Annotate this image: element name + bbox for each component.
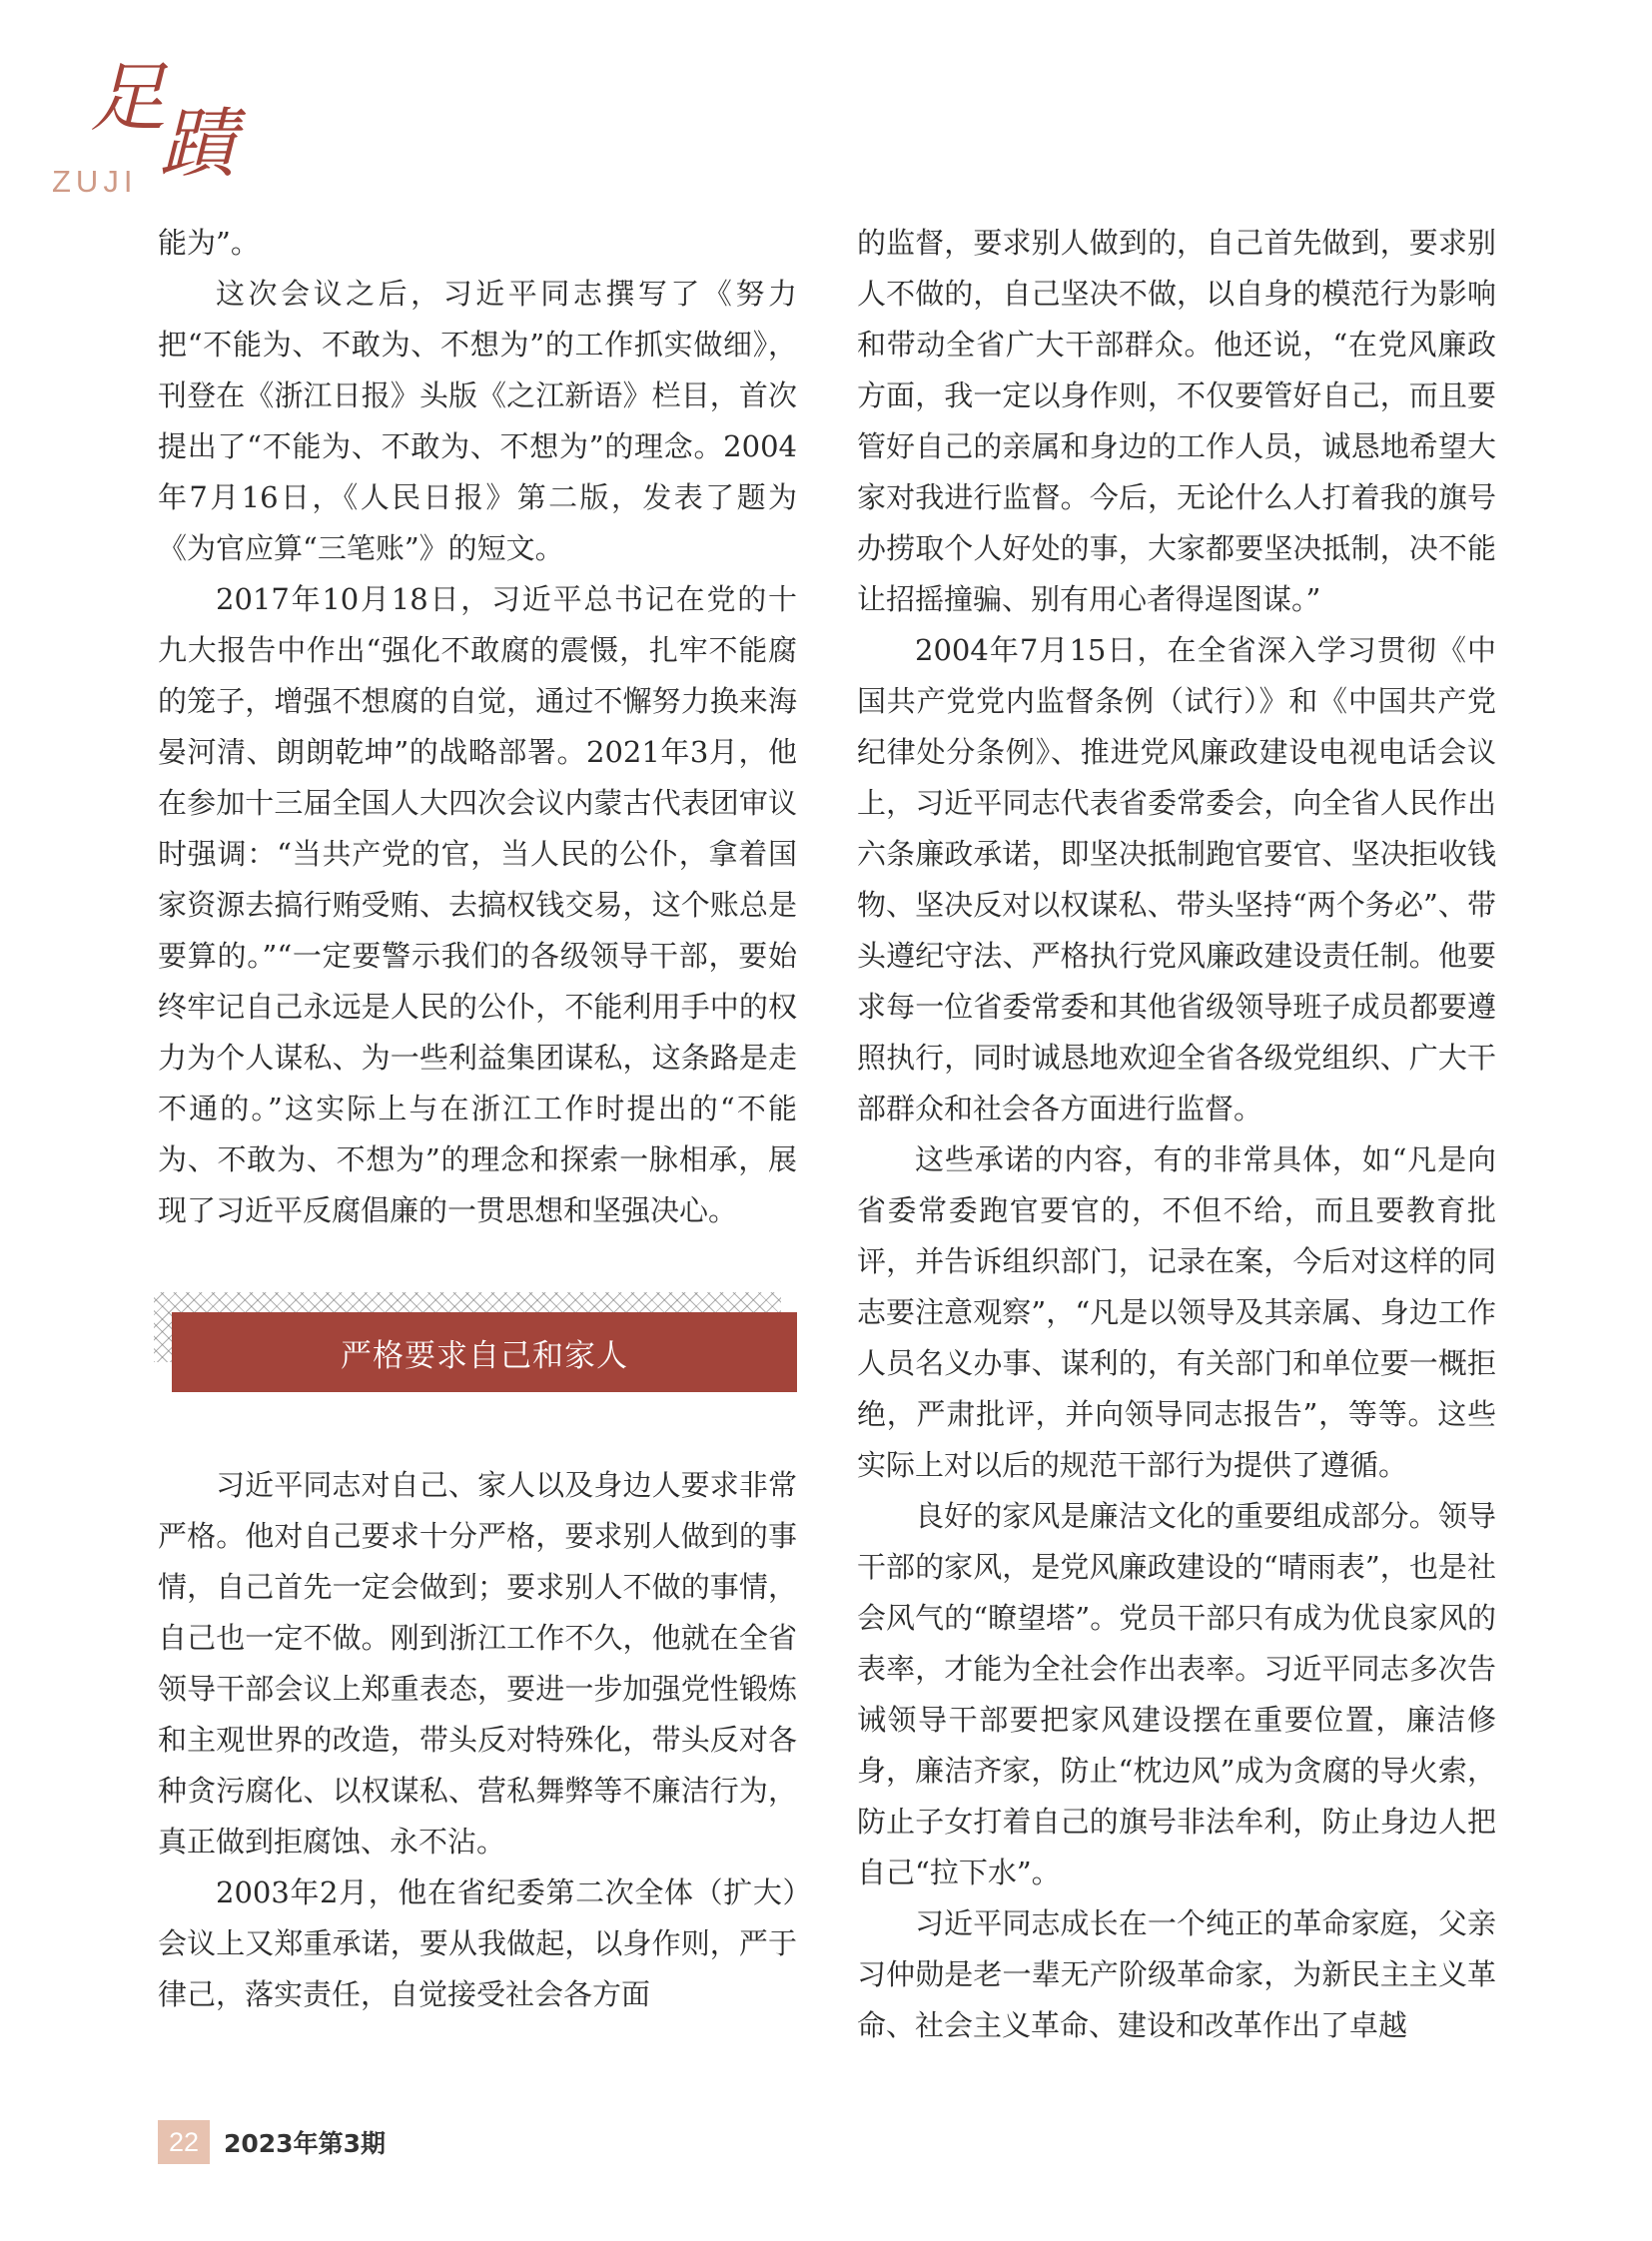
paragraph: 2003年2月，他在省纪委第二次全体（扩大）会议上又郑重承诺，要从我做起，以身作则，严于律己，落实责任，自觉接受社会各方面 [158,1875,797,2011]
logo-latin-text: ZUJI [52,164,138,199]
left-paragraphs-before [158,218,797,1236]
paragraph: 习近平同志成长在一个纯正的革命家庭，父亲习仲勋是老一辈无产阶级革命家，为新民主主义革命、社会主义革命、建设和改革作出了卓越 [857,1906,1496,2042]
paragraph: 2004年7月15日，在全省深入学习贯彻《中国共产党党内监督条例（试行）》和《中国共产党纪律处分条例》、推进党风廉政建设电视电话会议上，习近平同志代表省委常委会，向全省人民作出六条廉政承诺，即坚决抵制跑官要官、坚决拒收钱物、坚决反对以权谋私、带头坚持“两个务必”、带头遵纪守法、严格执行党风廉政建设责任制。他要求每一位省委常委和其他省级领导班子成员都要遵照执行，同时诚恳地欢迎全省各级党组织、广大干部群众和社会各方面进行监督。 [857,633,1496,1125]
right-column [857,218,1496,2051]
magazine-logo [52,53,252,200]
paragraph: 的监督，要求别人做到的，自己首先做到，要求别人不做的，自己坚决不做，以自身的模范行为影响和带动全省广大干部群众。他还说，“在党风廉政方面，我一定以身作则，不仅要管好自己，而且要管好自己的亲属和身边的工作人员，诚恳地希望大家对我进行监督。今后，无论什么人打着我的旗号办捞取个人好处的事，大家都要坚决抵制，决不能让招摇撞骗、别有用心者得逞图谋。” [857,226,1496,616]
left-column [158,218,797,2020]
paragraph: 2017年10月18日，习近平总书记在党的十九大报告中作出“强化不敢腐的震慑，扎牢不能腐的笼子，增强不想腐的自觉，通过不懈努力换来海晏河清、朗朗乾坤”的战略部署。2021年3月，他在参加十三届全国人大四次会议内蒙古代表团审议时强调：“当共产党的官，当人民的公仆，拿着国家资源去搞行贿受贿、去搞权钱交易，这个账总是要算的。”“一定要警示我们的各级领导干部，要始终牢记自己永远是人民的公仆，不能利用手中的权力为个人谋私、为一些利益集团谋私，这条路是走不通的。”这实际上与在浙江工作时提出的“不能为、不敢为、不想为”的理念和探索一脉相承，展现了习近平反腐倡廉的一贯思想和坚强决心。 [158,582,797,1227]
paragraph: 良好的家风是廉洁文化的重要组成部分。领导干部的家风，是党风廉政建设的“晴雨表”，也是社会风气的“瞭望塔”。党员干部只有成为优良家风的表率，才能为全社会作出表率。习近平同志多次告诫领导干部要把家风建设摆在重要位置，廉洁修身，廉洁齐家，防止“枕边风”成为贪腐的导火索，防止子女打着自己的旗号非法牟利，防止身边人把自己“拉下水”。 [857,1499,1496,1889]
page-footer [158,2120,386,2164]
section-heading: 严格要求自己和家人 [172,1312,797,1392]
paragraph: 这次会议之后，习近平同志撰写了《努力把“不能为、不敢为、不想为”的工作抓实做细》，刊登在《浙江日报》头版《之江新语》栏目，首次提出了“不能为、不敢为、不想为”的理念。2004年7月16日，《人民日报》第二版，发表了题为《为官应算“三笔账”》的短文。 [158,277,797,565]
section-heading-block [158,1292,797,1402]
left-paragraphs-after [158,1460,797,2020]
paragraph: 习近平同志对自己、家人以及身边人要求非常严格。他对自己要求十分严格，要求别人做到的事情，自己首先一定会做到；要求别人不做的事情，自己也一定不做。刚到浙江工作不久，他就在全省领导干部会议上郑重表态，要进一步加强党性锻炼和主观世界的改造，带头反对特殊化，带头反对各种贪污腐化、以权谋私、营私舞弊等不廉洁行为，真正做到拒腐蚀、永不沾。 [158,1468,797,1859]
paragraph: 能为”。 [158,226,260,260]
logo-char-ji: 蹟 [160,99,236,188]
paragraph: 这些承诺的内容，有的非常具体，如“凡是向省委常委跑官要官的，不但不给，而且要教育批评，并告诉组织部门，记录在案，今后对这样的同志要注意观察”，“凡是以领导及其亲属、身边工作人员名义办事、谋利的，有关部门和单位要一概拒绝，严肃批评，并向领导同志报告”，等等。这些实际上对以后的规范干部行为提供了遵循。 [857,1142,1496,1482]
page-number: 22 [158,2120,210,2164]
logo-char-zu: 足 [90,53,166,142]
right-paragraphs [857,218,1496,2051]
issue-label: 2023年第3期 [224,2129,386,2158]
